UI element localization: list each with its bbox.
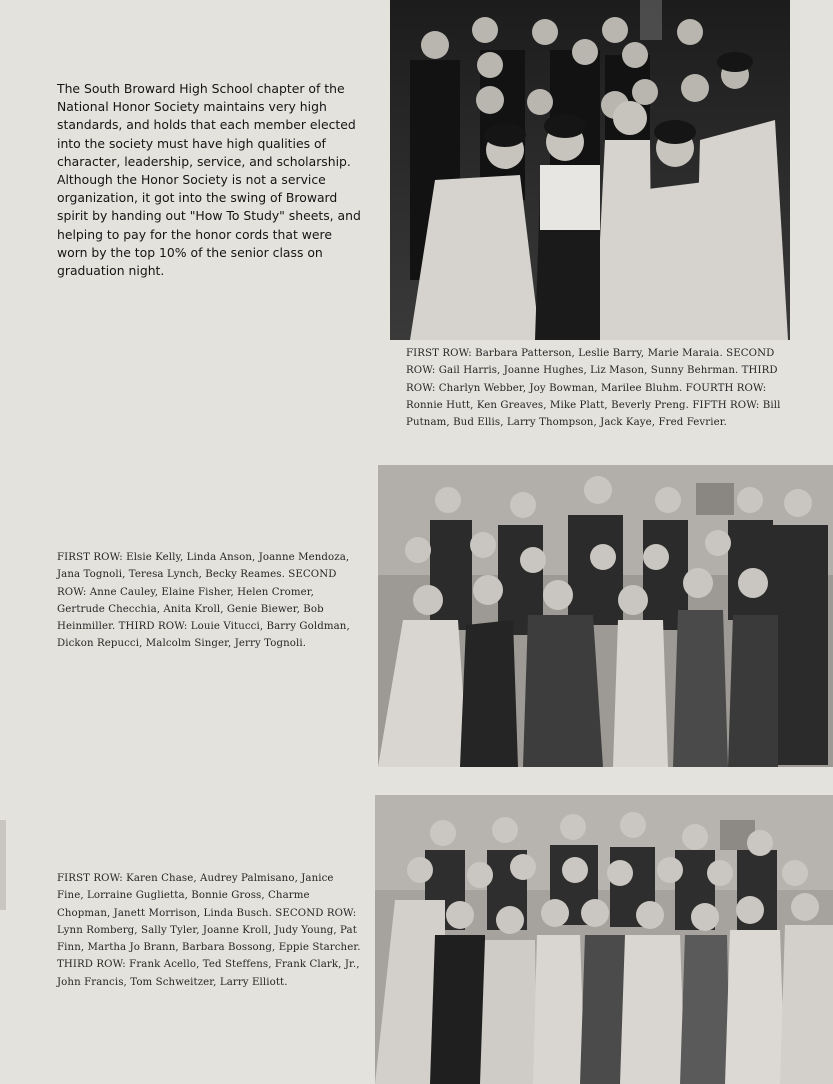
caption-photo-1: FIRST ROW: Barbara Patterson, Leslie Barry, Marie Maraia. SECOND ROW: Gail Harris, Joanne Hughes, Liz Mason, Sunny Behrman. THIRD ROW: Charlyn Webber, Joy Bowman, Marilee Bluhm. FOURTH ROW: Ronnie Hutt, Ken Greaves, Mike Platt, Beverly Preng. FIFTH ROW: Bill Putnam, Bud Ellis, Larry Thompson, Jack Kaye, Fred Fevrier.	[406, 348, 781, 429]
page-edge-shadow	[0, 820, 6, 910]
caption-photo-3: FIRST ROW: Karen Chase, Audrey Palmisano, Janice Fine, Lorraine Guglietta, Bonnie Gross, Charme Chopman, Janett Morrison, Linda Busch. SECOND ROW: Lynn Romberg, Sally Tyler, Joanne Kroll, Judy Young, Pat Finn, Martha Jo Brann, Barbara Bossong, Eppie Starcher. THIRD ROW: Frank Acello, Ted Steffens, Frank Clark, Jr., John Francis, Tom Schweitzer, Larry Elliott.	[57, 873, 361, 988]
intro-paragraph: The South Broward High School chapter of the National Honor Society maintains very high standards, and holds that each member elected into the society must have high qualities of character, leadership, service, and scholarship. Although the Honor Society is not a service organization, it got into the swing of Broward spirit by handing out "How To Study" sheets, and helping to pay for the honor cords that were worn by the top 10% of the senior class on graduation night.	[57, 81, 361, 279]
group-photo-1	[390, 0, 790, 340]
caption-photo-2: FIRST ROW: Elsie Kelly, Linda Anson, Joanne Mendoza, Jana Tognoli, Teresa Lynch, Becky Reames. SECOND ROW: Anne Cauley, Elaine Fisher, Helen Cromer, Gertrude Checchia, Anita Kroll, Genie Biewer, Bob Heinmiller. THIRD ROW: Louie Vitucci, Barry Goldman, Dickon Repucci, Malcolm Singer, Jerry Tognoli.	[57, 552, 350, 650]
group-photo-3	[375, 795, 833, 1084]
group-photo-2	[378, 465, 833, 767]
